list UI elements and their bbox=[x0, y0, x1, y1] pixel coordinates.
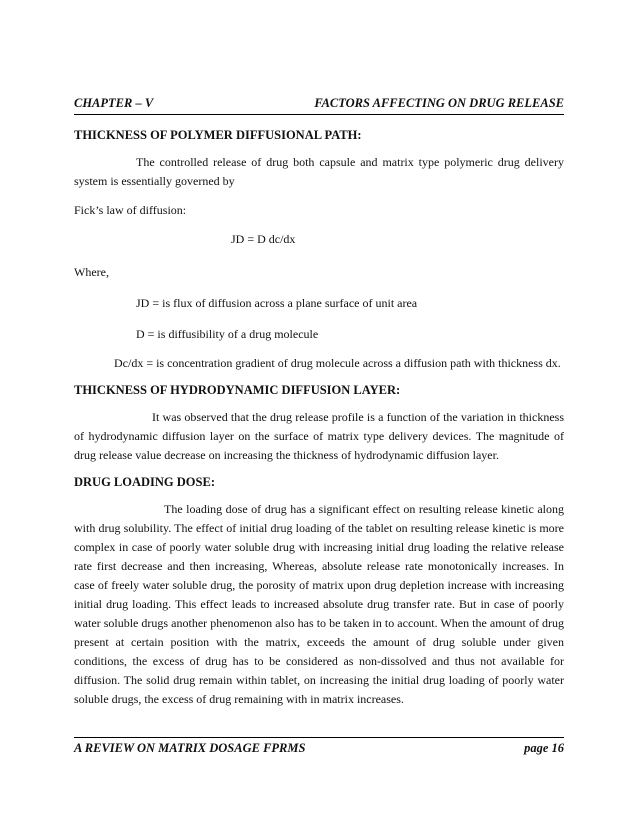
paragraph-polymer-intro: The controlled release of drug both capsule and matrix type polymeric drug delivery system is essentially governed by bbox=[74, 155, 564, 188]
chapter-title: FACTORS AFFECTING ON DRUG RELEASE bbox=[314, 96, 564, 110]
definition-d: D = is diffusibility of a drug molecule bbox=[136, 327, 319, 341]
ficks-equation: JD = D dc/dx bbox=[231, 232, 296, 246]
document-page bbox=[74, 96, 564, 709]
definition-jd: JD = is flux of diffusion across a plane surface of unit area bbox=[136, 296, 418, 310]
page-footer bbox=[74, 737, 564, 756]
chapter-label: CHAPTER – V bbox=[74, 96, 154, 110]
footer-title: A REVIEW ON MATRIX DOSAGE FPRMS bbox=[74, 741, 306, 755]
section-heading-polymer: THICKNESS OF POLYMER DIFFUSIONAL PATH: bbox=[74, 128, 362, 142]
ficks-law-label: Fick’s law of diffusion: bbox=[74, 203, 187, 217]
definition-dcdx: Dc/dx = is concentration gradient of drug molecule across a diffusion path with thickness dx. bbox=[114, 356, 561, 370]
paragraph-drug-loading: The loading dose of drug has a significant effect on resulting release kinetic along with drug solubility. The effect of initial drug loading of the tablet on resulting release kinetic is more complex in case of poorly water soluble drug with increasing initial drug loading the relative release rate first decrease and then increasing, Whereas, absolute release rate monotonically increases. In case of freely water soluble drug, the porosity of matrix upon drug depletion increase with increasing initial drug loading. This effect leads to increased absolute drug transfer rate. But in case of poorly water soluble drugs another phenomenon also has to be taken in to account. When the amount of drug present at certain position with the matrix, exceeds the amount of drug soluble under given conditions, the excess of drug has to be considered as non-dissolved and thus not available for diffusion. The solid drug remain within tablet, on increasing the initial drug loading of poorly water soluble drugs, the excess of drug remaining with in matrix increases. bbox=[74, 502, 564, 706]
page-number: page 16 bbox=[524, 741, 564, 755]
section-heading-hydrodynamic: THICKNESS OF HYDRODYNAMIC DIFFUSION LAYER: bbox=[74, 383, 401, 397]
paragraph-hydrodynamic: It was observed that the drug release profile is a function of the variation in thickness of hydrodynamic diffusion layer on the surface of matrix type delivery devices. The magnitude of drug release value decrease on increasing the thickness of hydrodynamic diffusion layer. bbox=[74, 410, 564, 462]
where-label: Where, bbox=[74, 265, 109, 279]
page-header bbox=[74, 96, 564, 115]
section-heading-drug-loading: DRUG LOADING DOSE: bbox=[74, 475, 215, 489]
